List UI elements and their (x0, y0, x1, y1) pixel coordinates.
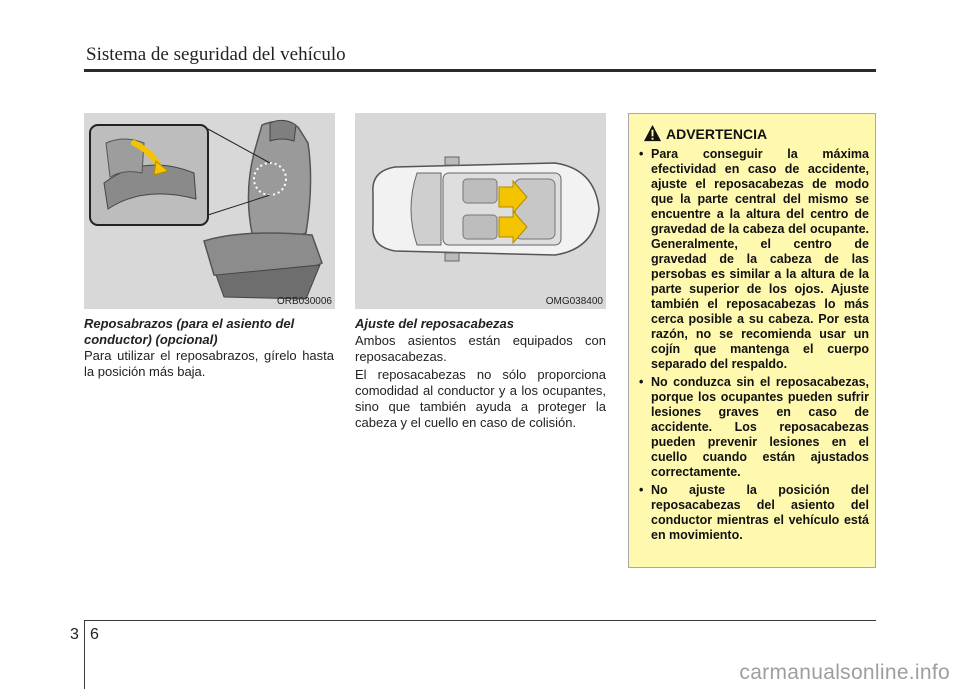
headrest-para-2: El reposacabezas no sólo proporciona comodidad al conductor y a los ocupantes, sino que también ayuda a proteger la cabeza y el cuello en caso de colisión. (355, 367, 606, 430)
bullet-icon: • (639, 375, 644, 389)
chapter-number: 3 (70, 626, 79, 643)
watermark: carmanualsonline.info (739, 661, 950, 684)
warning-header (629, 124, 875, 144)
warning-item-text: No ajuste la posición del reposacabezas del asiento del conductor mientras el vehículo está en movimiento. (651, 483, 869, 542)
warning-item (639, 483, 869, 543)
bullet-icon: • (639, 483, 644, 497)
headrest-para-1: Ambos asientos están equipados con reposacabezas. (355, 333, 606, 364)
armrest-seat-illustration (84, 113, 335, 309)
warning-item (639, 147, 869, 372)
warning-title: ADVERTENCIA (666, 126, 768, 142)
warning-item-text: No conduzca sin el reposacabezas, porque los ocupantes pueden sufrir lesiones graves en caso de accidente. Los reposacabezas pueden prevenir lesiones en el cuello cuando están ajustados correctamente. (651, 375, 869, 479)
footer-rule (84, 620, 876, 621)
headrest-heading: Ajuste del reposacabezas (355, 316, 514, 331)
headrest-figure (355, 113, 606, 309)
figure-code: ORB030006 (276, 296, 332, 307)
figure-code: OMG038400 (545, 296, 603, 307)
armrest-body: Para utilizar el reposabrazos, gírelo hasta la posición más baja. (84, 348, 334, 379)
footer-divider (84, 620, 85, 689)
warning-item-text: Para conseguir la máxima efectividad en caso de accidente, ajuste el reposacabezas de modo que la parte central del mismo se encuentre a la altura del centro de gravedad de la cabeza del ocupante. Generalmente, el centro de gravedad de la cabeza de las persobas es similar a la altura de la parte superior de los ojos. Ajuste también el reposacabezas lo más cerca posible a su cabeza. Por esta razón, no se recomienda usar un cojín que mantenga el cuerpo separado del respaldo. (651, 147, 869, 371)
warning-list (639, 147, 869, 546)
warning-triangle-icon (643, 124, 662, 143)
bullet-icon: • (639, 147, 644, 161)
warning-box (628, 113, 876, 568)
armrest-heading: Reposabrazos (para el asiento del conductor) (opcional) (84, 316, 295, 347)
page-number: 6 (90, 626, 99, 643)
header-rule (84, 69, 876, 72)
car-top-view-illustration (355, 113, 606, 309)
armrest-figure (84, 113, 335, 309)
page-header-title: Sistema de seguridad del vehículo (86, 44, 346, 65)
warning-item (639, 375, 869, 480)
